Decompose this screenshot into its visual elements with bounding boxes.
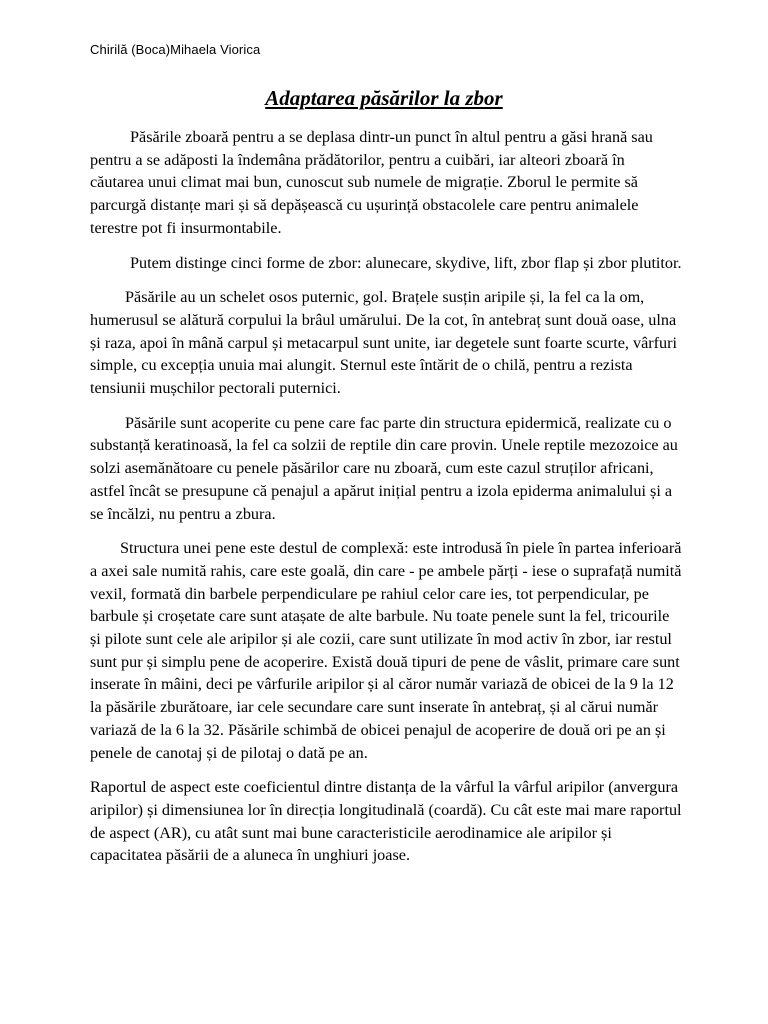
paragraph-feather-structure: Structura unei pene este destul de complexă: este introdusă în piele în partea inferioară a axei sale numită rahis, care este goală, din care - pe ambele părți - iese o suprafață numită vexil, formată din barbele perpendiculare pe rahiul celor care ies, tot perpendicular, pe barbule și croșetate care sunt atașate de alte barbule. Nu toate penele sunt la fel, tricourile și pilote sunt cele ale aripilor și ale cozii, care sunt utilizate în mod activ în zbor, iar restul sunt pur și simplu pene de acoperire. Există două tipuri de pene de vâslit, primare care sunt inserate în mâini, deci pe vârfurile aripilor și al căror număr variază de obicei de la 9 la 12 la păsările zburătoare, iar cele secundare care sunt inserate în antebraț, și al cărui număr variază de la 6 la 32. Păsările schimbă de obicei penajul de acoperire de două ori pe an și penele de canotaj și de pilotaj o dată pe an. [90, 539, 682, 762]
page-title: Adaptarea păsărilor la zbor [265, 86, 503, 110]
document-body [90, 126, 682, 879]
paragraph-feathers: Păsările sunt acoperite cu pene care fac parte din structura epidermică, realizate cu o substanță keratinoasă, la fel ca solzii de reptile din care provin. Unele reptile mezozoice au solzi asemănătoare cu penele păsărilor care nu zboară, cum este cazul struților africani, astfel încât se presupune că penajul a apărut inițial pentru a izola epiderma animalului și a se încălzi, nu pentru a zbura. [90, 413, 678, 523]
paragraph-skeleton: Păsările au un schelet osos puternic, gol. Brațele susțin aripile și, la fel ca la om, humerusul se alătură corpului la brâul umărului. De la cot, în antebraț sunt două oase, ulna și raza, apoi în mână carpul și metacarpul sunt unite, iar degetele sunt foarte scurte, vârfuri simple, cu excepția unuia mai alungit. Sternul este întărit de o chilă, pentru a rezista tensiunii mușchilor pectorali puternici. [90, 288, 678, 398]
paragraph-aspect-ratio: Raportul de aspect este coeficientul dintre distanța de la vârful la vârful aripilor (anvergura aripilor) și dimensiunea lor în direcția longitudinală (coardă). Cu cât este mai mare raportul de aspect (AR), cu atât sunt mai bune caracteristicile aerodinamice ale aripilor și capacitatea păsării de a aluneca în unghiuri joase. [90, 778, 682, 865]
author-name: Chirilă (Boca)Mihaela Viorica [90, 42, 261, 57]
paragraph-flight-forms: Putem distinge cinci forme de zbor: alunecare, skydive, lift, zbor flap și zbor plutitor. [130, 253, 682, 272]
paragraph-intro: Păsările zboară pentru a se deplasa dintr-un punct în altul pentru a găsi hrană sau pentru a se adăposti la îndemâna prădătorilor, pentru a cuibări, iar alteori zboară în căutarea unui climat mai bun, cunoscut sub numele de migrație. Zborul le permite să parcurgă distanțe mari și să depășească cu ușurință obstacolele care pentru animalele terestre pot fi insurmontabile. [90, 128, 653, 237]
